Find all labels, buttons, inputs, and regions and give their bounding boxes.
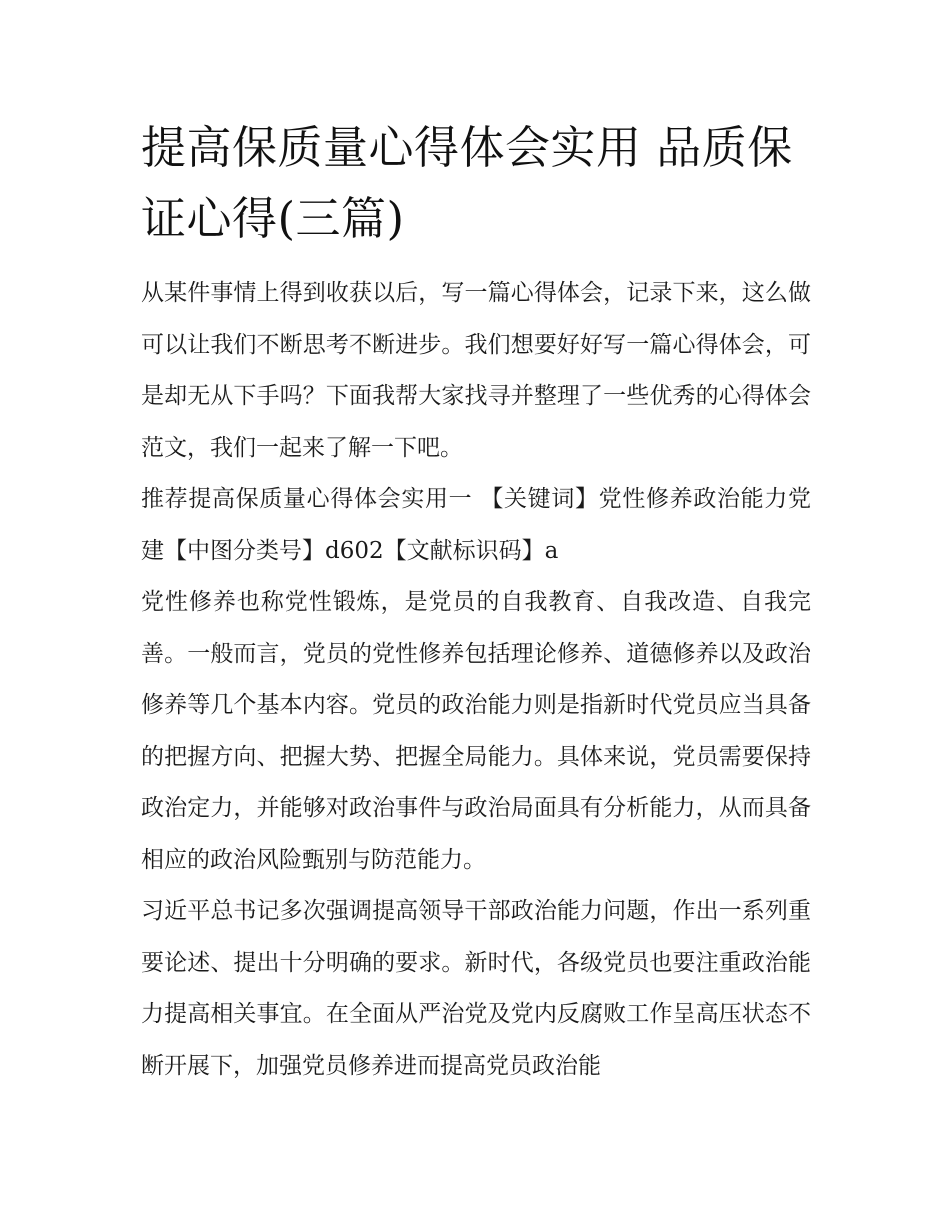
paragraph-keywords: 推荐提高保质量心得体会实用一 【关键词】党性修养政治能力党建【中图分类号】d602【文献标识码】a <box>141 486 811 564</box>
paragraph-party-cultivation: 党性修养也称党性锻炼，是党员的自我教育、自我改造、自我完善。一般而言，党员的党性修养包括理论修养、道德修养以及政治修养等几个基本内容。党员的政治能力则是指新时代党员应当具备的把握方向、把握大势、把握全局能力。具体来说，党员需要保持政治定力，并能够对政治事件与政治局面具有分析能力，从而具备相应的政治风险甄别与防范能力。 <box>141 589 811 873</box>
paragraph-intro: 从某件事情上得到收获以后，写一篇心得体会，记录下来，这么做可以让我们不断思考不断进步。我们想要好好写一篇心得体会，可是却无从下手吗？下面我帮大家找寻并整理了一些优秀的心得体会范文，我们一起来了解一下吧。 <box>141 280 811 461</box>
document-body <box>141 112 811 1092</box>
document-title: 提高保质量心得体会实用 品质保证心得(三篇) <box>141 121 793 245</box>
paragraph-political-ability: 习近平总书记多次强调提高领导干部政治能力问题，作出一系列重要论述、提出十分明确的要求。新时代，各级党员也要注重政治能力提高相关事宜。在全面从严治党及党内反腐败工作呈高压状态不断开展下，加强党员修养进而提高党员政治能 <box>141 898 811 1079</box>
